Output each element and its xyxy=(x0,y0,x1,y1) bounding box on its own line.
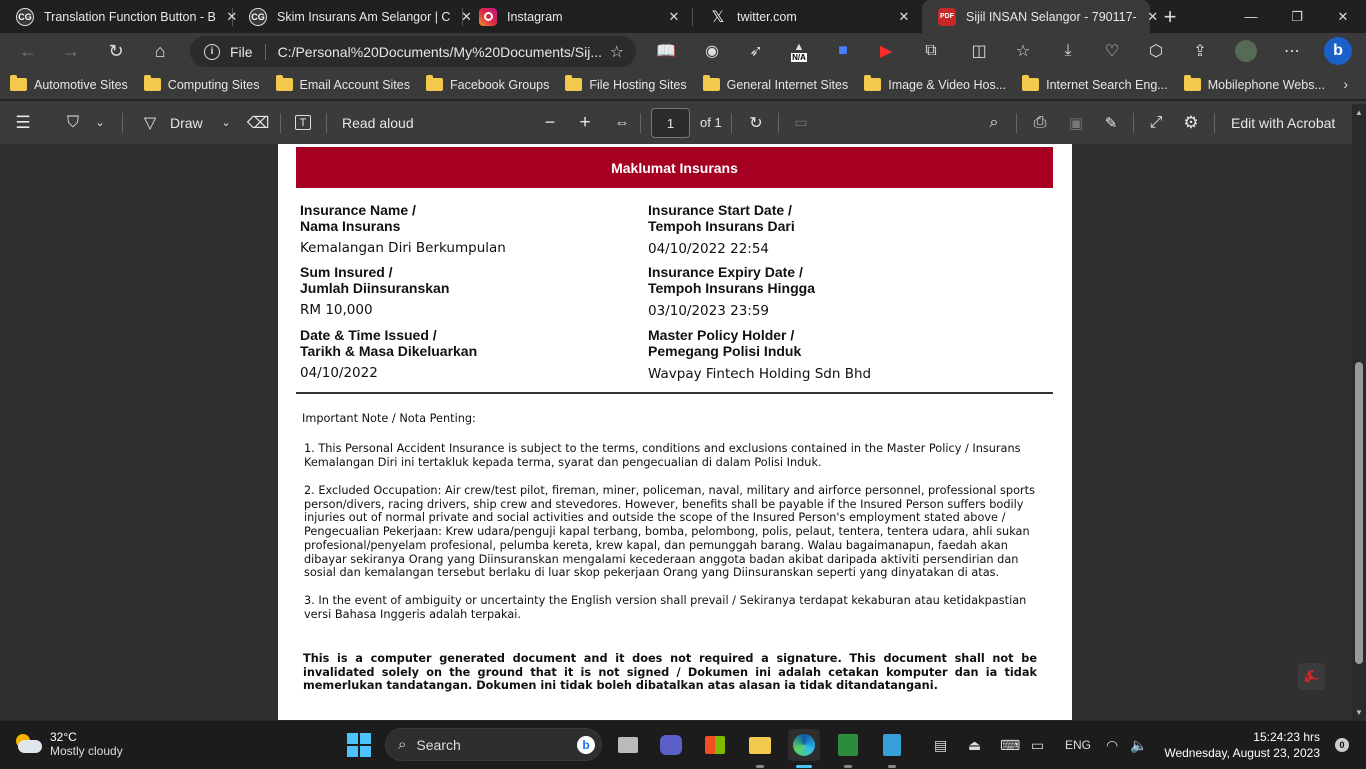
tab-title: Translation Function Button - B xyxy=(44,9,216,24)
toolbar-separator xyxy=(731,113,732,133)
section-banner: Maklumat Insurans xyxy=(296,147,1053,188)
profile-extension-icon[interactable]: ■ xyxy=(838,42,848,59)
rotate-icon[interactable]: ↻ xyxy=(749,114,763,132)
bookmark-label: Image & Video Hos... xyxy=(888,77,1007,92)
bookmark-label: File Hosting Sites xyxy=(589,77,687,92)
tab-close-icon[interactable]: ✕ xyxy=(226,8,238,24)
chevron-right-icon[interactable]: › xyxy=(1343,76,1348,92)
contents-list-icon[interactable]: ☰ xyxy=(15,112,31,132)
fit-page-icon[interactable]: ⇔ xyxy=(614,114,630,131)
start-date-value: 04/10/2022 22:54 xyxy=(648,241,770,257)
refresh-button[interactable]: ↻ xyxy=(108,40,124,61)
acrobat-logo-icon[interactable]: ⍼ xyxy=(1298,663,1325,690)
teams-chat-icon[interactable] xyxy=(655,729,687,761)
note-item-1: 1. This Personal Accident Insurance is subject to the terms, conditions and exclusions contained in the Master Policy / Insurans Kemalangan Diri ini tertakluk kepada terma, syarat dan pengecualian di dalam Polisi Induk. xyxy=(304,442,1021,469)
reading-view-icon[interactable]: 📖 xyxy=(656,43,676,60)
toolbar-separator xyxy=(1133,113,1134,133)
highlight-icon[interactable]: ⛉ xyxy=(66,113,79,131)
pdf-toolbar xyxy=(0,101,1366,144)
site-info-icon[interactable]: i xyxy=(204,44,220,60)
new-tab-button[interactable]: + xyxy=(1163,3,1177,29)
expiry-date-field xyxy=(648,264,815,296)
bookmark-label: Facebook Groups xyxy=(449,77,550,92)
bookmark-label: Automotive Sites xyxy=(34,77,128,92)
toolbar-separator xyxy=(326,113,327,133)
folder-icon xyxy=(10,78,27,91)
bookmark-folder[interactable] xyxy=(565,78,686,92)
pdf-viewport xyxy=(0,144,1366,720)
tab-skim-insurans[interactable] xyxy=(233,0,472,33)
folder-icon xyxy=(565,78,582,91)
tray-app-icon[interactable]: ▤ xyxy=(934,736,948,753)
bing-icon: b xyxy=(577,736,595,754)
favorites-icon[interactable]: ☆ xyxy=(1015,43,1031,60)
taskbar-search-box[interactable] xyxy=(385,728,602,761)
edge-browser-icon[interactable] xyxy=(788,729,820,761)
pdf-file-icon: PDF xyxy=(938,8,956,26)
input-language[interactable]: ENG xyxy=(1065,738,1092,752)
field-label: Nama Insurans xyxy=(300,218,401,234)
back-button[interactable]: ← xyxy=(19,40,37,61)
folder-icon xyxy=(864,78,881,91)
policy-holder-value: Wavpay Fintech Holding Sdn Bhd xyxy=(648,366,872,382)
chevron-down-icon[interactable]: ⌄ xyxy=(221,117,231,129)
running-indicator xyxy=(796,765,812,768)
cg-favicon-icon: CG xyxy=(16,8,34,26)
start-date-field xyxy=(648,202,795,234)
toolbar-separator xyxy=(778,113,779,133)
date-issued-value: 04/10/2022 xyxy=(300,365,378,381)
toolbar-separator xyxy=(280,113,281,133)
tab-title: Instagram xyxy=(507,9,563,24)
clock-date: Wednesday, August 23, 2023 xyxy=(1164,746,1320,760)
read-aloud-button[interactable]: Read aloud xyxy=(342,114,414,131)
restore-button[interactable]: ❐ xyxy=(1291,8,1303,24)
toolbar-separator xyxy=(122,113,123,133)
policy-holder-field xyxy=(648,327,801,359)
tab-close-icon[interactable]: ✕ xyxy=(898,8,910,24)
scrollbar-thumb[interactable] xyxy=(1355,362,1363,664)
bookmark-label: Email Account Sites xyxy=(299,77,410,92)
scroll-down-icon[interactable]: ▼ xyxy=(1355,708,1363,717)
bookmark-label: Computing Sites xyxy=(167,77,260,92)
field-label: Date & Time Issued / xyxy=(300,327,437,343)
chevron-down-icon[interactable]: ⌄ xyxy=(95,117,105,129)
scheme-label: File xyxy=(230,43,253,60)
page-view-icon[interactable]: ▭ xyxy=(794,114,808,130)
save-as-icon[interactable]: ✎ xyxy=(1104,114,1118,132)
tab-sijil-insan[interactable] xyxy=(922,0,1159,33)
search-label: Search xyxy=(416,736,461,753)
note-item-2: 2. Excluded Occupation: Air crew/test pilot, fireman, miner, policeman, naval, military and airforce personnel, professional sports person/divers, racing drivers, ship crew and stevedores. However, benefits shall be payable if the Insured Person suffers bodily injuries out of normal private and social activities and outside the scope of the Insured Person's employment stated above / Pengecualian Pekerjaan: Krew udara/penguji kapal terbang, bomba, pelombong, polis, pelaut, tentera, tentera udara, ahli sukan profesional/penyelam profesional, pelumba kereta, krew kapal, dan pemunggah barang. Walau bagaimanapun, faedah akan dibayar sekiranya Orang yang Diinsuranskan mengalami kecederaan anggota badan akibat daripada aktiviti persendirian dan sosial dan kemalangan tersebut berlaku di luar skop pekerjaan Orang yang Diinsuranskan seperti yang dinyatakan di atas. xyxy=(304,484,1035,580)
toolbar-separator xyxy=(640,113,641,133)
field-label: Insurance Start Date / xyxy=(648,202,792,218)
toolbar-separator xyxy=(1214,113,1215,133)
taskbar xyxy=(0,720,1366,768)
bookmark-label: General Internet Sites xyxy=(726,77,849,92)
folder-icon xyxy=(1022,78,1039,91)
zoom-in-icon[interactable]: + xyxy=(579,111,591,133)
page-number-input[interactable]: 1 xyxy=(651,108,690,138)
field-label: Sum Insured / xyxy=(300,264,393,280)
insurance-name-value: Kemalangan Diri Berkumpulan xyxy=(300,240,506,256)
settings-gear-icon[interactable]: ⚙ xyxy=(1183,112,1199,132)
bookmark-label: Mobilephone Webs... xyxy=(1207,77,1325,92)
tab-close-icon[interactable]: ✕ xyxy=(1147,8,1159,24)
bookmark-label: Internet Search Eng... xyxy=(1046,77,1168,92)
spreadsheet-app-icon[interactable] xyxy=(832,729,864,761)
bookmark-folder[interactable] xyxy=(1184,78,1325,92)
draw-label[interactable]: Draw xyxy=(170,114,203,131)
windows-start-icon[interactable] xyxy=(347,733,371,757)
bookmark-folder[interactable] xyxy=(10,78,128,92)
extension-icon[interactable]: ◉ xyxy=(705,43,719,60)
tab-title: Sijil INSAN Selangor - 790117- xyxy=(966,9,1137,24)
field-label: Jumlah Diinsuranskan xyxy=(300,280,450,296)
bookmark-folder[interactable] xyxy=(1022,78,1168,92)
running-indicator xyxy=(888,765,896,768)
minimize-button[interactable]: — xyxy=(1244,9,1258,24)
date-issued-field xyxy=(300,327,477,359)
folder-icon xyxy=(703,78,720,91)
search-icon[interactable]: ⌕ xyxy=(989,113,999,131)
folder-icon xyxy=(1184,78,1201,91)
field-label: Insurance Expiry Date / xyxy=(648,264,803,280)
downloads-icon[interactable]: ⤓ xyxy=(1064,42,1072,59)
tab-close-icon[interactable]: ✕ xyxy=(668,8,680,24)
bookmark-folder[interactable] xyxy=(426,78,549,92)
text-box-icon[interactable]: T xyxy=(292,101,314,144)
running-indicator xyxy=(756,765,764,768)
edit-with-acrobat-button[interactable]: Edit with Acrobat xyxy=(1231,114,1336,131)
x-logo-icon: 𝕏 xyxy=(711,8,725,26)
note-heading: Important Note / Nota Penting: xyxy=(302,412,476,425)
toolbar-separator xyxy=(1016,113,1017,133)
youtube-extension-icon[interactable]: ▶ xyxy=(879,43,893,60)
save-icon[interactable]: ▣ xyxy=(1068,114,1084,132)
bookmarks-bar xyxy=(0,70,1366,100)
running-indicator xyxy=(844,765,852,768)
bing-copilot-icon[interactable]: b xyxy=(1322,35,1354,67)
microsoft-store-icon[interactable] xyxy=(699,729,731,761)
tab-title: Skim Insurans Am Selangor | C xyxy=(277,9,451,24)
file-explorer-icon[interactable] xyxy=(744,729,776,761)
keyboard-icon[interactable]: ⌨ xyxy=(1000,736,1021,753)
usb-device-icon[interactable]: ⏏ xyxy=(968,736,982,753)
bookmark-folder[interactable] xyxy=(276,78,410,92)
close-window-button[interactable]: ✕ xyxy=(1337,8,1349,24)
system-clock[interactable] xyxy=(1164,729,1320,761)
task-view-icon[interactable] xyxy=(612,729,644,761)
profile-avatar-icon[interactable] xyxy=(1232,37,1260,65)
extensions-puzzle-icon[interactable]: ⧉ xyxy=(925,42,937,59)
note-item-3: 3. In the event of ambiguity or uncertainty the English version shall prevail / Sekiranya terdapat kekaburan atau ketidakpastian versi Bahasa Inggeris adalah terpakai. xyxy=(304,594,1027,621)
instagram-icon xyxy=(479,8,497,26)
tab-strip xyxy=(0,0,1366,33)
section-divider xyxy=(296,392,1053,394)
expiry-date-value: 03/10/2023 23:59 xyxy=(648,303,770,319)
tab-title: twitter.com xyxy=(737,9,797,24)
address-bar[interactable] xyxy=(190,36,636,67)
tab-twitter[interactable] xyxy=(693,0,922,33)
touchpad-icon[interactable]: ▭ xyxy=(1031,736,1045,753)
url-text[interactable]: C:/Personal%20Documents/My%20Documents/Sij... xyxy=(277,43,603,60)
page-total: of 1 xyxy=(700,115,722,130)
collections-icon[interactable]: ⬡ xyxy=(1149,43,1163,60)
zoom-out-icon[interactable]: − xyxy=(544,112,556,132)
bookmark-folder[interactable] xyxy=(144,78,260,92)
na-extension-icon[interactable]: ▲ N/A xyxy=(792,40,806,62)
more-menu-icon[interactable]: ⋯ xyxy=(1284,43,1300,60)
favorite-star-icon[interactable]: ☆ xyxy=(609,43,624,61)
notepad-icon[interactable] xyxy=(876,729,908,761)
field-label: Insurance Name / xyxy=(300,202,416,218)
field-label: Tempoh Insurans Dari xyxy=(648,218,795,234)
cg-favicon-icon: CG xyxy=(249,8,267,26)
field-label: Tarikh & Masa Dikeluarkan xyxy=(300,343,478,359)
notification-count-badge[interactable]: 0 xyxy=(1335,738,1349,752)
insurance-name-field xyxy=(300,202,416,234)
cursor-extension-icon[interactable]: ➶ xyxy=(749,43,763,60)
partly-cloudy-icon xyxy=(14,734,42,754)
draw-icon[interactable]: ▽ xyxy=(143,114,157,132)
fullscreen-icon[interactable]: ⤢ xyxy=(1149,113,1163,131)
weather-description: Mostly cloudy xyxy=(50,744,123,758)
folder-icon xyxy=(276,78,293,91)
tab-close-icon[interactable]: ✕ xyxy=(461,8,472,24)
disclaimer: This is a computer generated document and it does not required a signature. This document shall not be invalidated solely on the ground that it is not signed / Dokumen ini adalah cetakan komputer dan ia tidak memerlukan tandatangan. Dokumen ini tidak boleh dibatalkan atas alasan ia tidak ditandatangani. xyxy=(303,652,1037,693)
performance-heart-icon[interactable]: ♡ xyxy=(1104,43,1120,60)
folder-icon xyxy=(426,78,443,91)
field-label: Pemegang Polisi Induk xyxy=(648,343,802,359)
scroll-up-icon[interactable]: ▲ xyxy=(1355,108,1363,117)
tab-instagram[interactable] xyxy=(463,0,692,33)
print-icon[interactable]: ⎙ xyxy=(1033,113,1047,131)
sum-insured-field xyxy=(300,264,449,296)
share-icon[interactable]: ⇪ xyxy=(1193,43,1207,60)
extension-badge: N/A xyxy=(792,52,806,62)
weather-temperature: 32°C xyxy=(50,730,77,744)
sum-insured-value: RM 10,000 xyxy=(300,302,373,318)
search-icon: ⌕ xyxy=(398,736,407,753)
pdf-page xyxy=(278,144,1072,720)
field-label: Tempoh Insurans Hingga xyxy=(648,280,815,296)
bookmark-folder[interactable] xyxy=(703,78,849,92)
forward-button[interactable]: → xyxy=(62,40,80,61)
wifi-icon[interactable]: ◠ xyxy=(1106,736,1119,753)
eraser-icon[interactable]: ⌫ xyxy=(246,114,270,132)
field-label: Master Policy Holder / xyxy=(648,327,795,343)
split-screen-icon[interactable]: ◫ xyxy=(971,43,987,60)
weather-widget[interactable] xyxy=(14,730,123,758)
bookmark-folder[interactable] xyxy=(864,78,1006,92)
tab-translation[interactable] xyxy=(0,0,238,33)
volume-icon[interactable]: 🔈 xyxy=(1130,736,1148,753)
home-button[interactable]: ⌂ xyxy=(154,40,166,61)
folder-icon xyxy=(144,78,161,91)
clock-time: 15:24:23 hrs xyxy=(1253,730,1320,744)
address-separator xyxy=(265,44,266,60)
